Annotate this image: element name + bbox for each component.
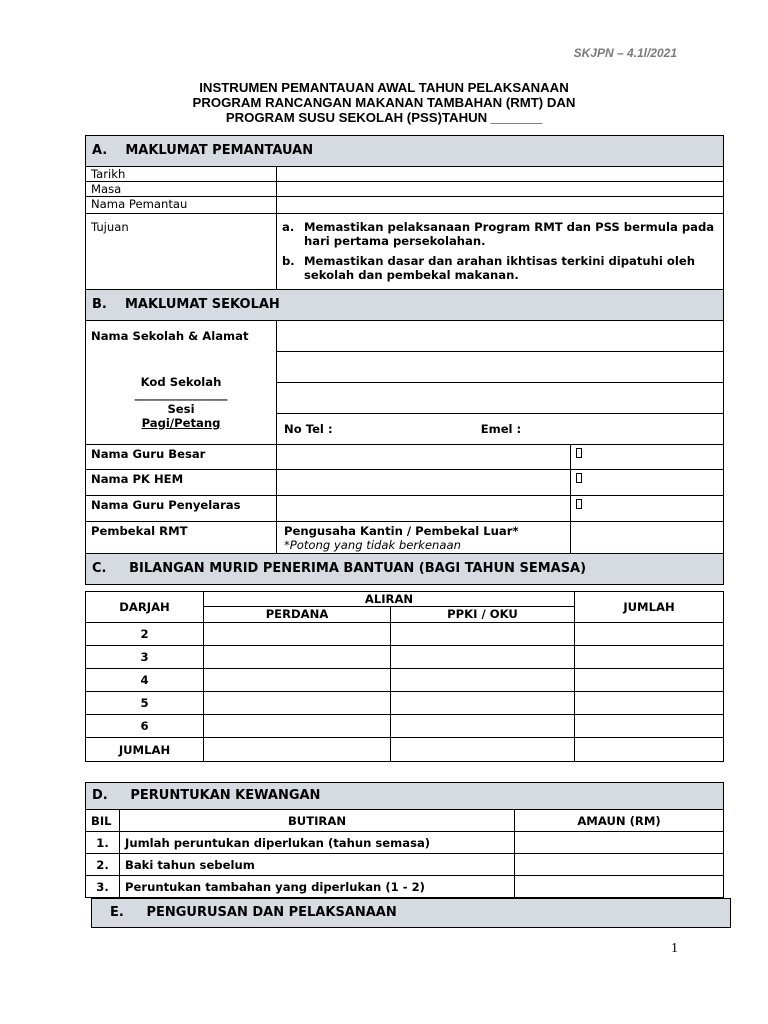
pemantau-row	[86, 197, 724, 214]
pk-hem-row	[86, 470, 724, 496]
alamat-field[interactable]	[277, 352, 724, 383]
pembekal-note: *Potong yang tidak berkenaan	[284, 538, 461, 552]
perdana-cell[interactable]	[204, 692, 391, 715]
title-line-2: PROGRAM RANCANGAN MAKANAN TAMBAHAN (RMT) DAN	[192, 95, 576, 110]
tujuan-text-a: Memastikan pelaksanaan Program RMT dan PSS bermula pada hari pertama persekolahan.	[304, 220, 715, 248]
kod-sekolah-field[interactable]	[277, 383, 724, 414]
section-b-header	[86, 290, 724, 321]
perdana-header: PERDANA	[204, 607, 391, 623]
table-row-total	[86, 738, 724, 762]
c-header-row-1	[86, 592, 724, 607]
perdana-cell[interactable]	[204, 646, 391, 669]
butiran-cell: Jumlah peruntukan diperlukan (tahun semasa)	[120, 832, 515, 854]
section-e-header	[92, 899, 731, 928]
nama-sekolah-field[interactable]	[277, 321, 724, 352]
table-row	[86, 876, 724, 898]
bil-header: BIL	[86, 810, 120, 832]
nama-sekolah-label: Nama Sekolah & Alamat	[91, 329, 249, 343]
penyelaras-label: Nama Guru Penyelaras	[86, 496, 277, 522]
masa-field[interactable]	[277, 182, 724, 197]
amaun-cell[interactable]	[515, 832, 724, 854]
label-divider: ________________	[134, 387, 228, 401]
tujuan-marker-b: b.	[282, 254, 295, 268]
checkbox-icon	[576, 499, 582, 509]
pk-hem-signature-cell[interactable]	[571, 470, 724, 496]
table-row	[86, 646, 724, 669]
perdana-cell[interactable]	[204, 669, 391, 692]
table-row	[86, 692, 724, 715]
nama-pemantau-field[interactable]	[277, 197, 724, 214]
perdana-cell[interactable]	[204, 738, 391, 762]
amaun-cell[interactable]	[515, 876, 724, 898]
penyelaras-row	[86, 496, 724, 522]
guru-besar-field[interactable]	[277, 445, 571, 470]
section-e-heading: E. PENGURUSAN DAN PELAKSANAAN	[92, 899, 731, 928]
pembekal-value-cell[interactable]	[277, 522, 571, 554]
guru-besar-label: Nama Guru Besar	[86, 445, 277, 470]
table-row	[86, 832, 724, 854]
section-ab-table	[85, 135, 724, 585]
jumlah-cell[interactable]	[575, 738, 724, 762]
penyelaras-signature-cell[interactable]	[571, 496, 724, 522]
section-b-heading: B. MAKLUMAT SEKOLAH	[86, 290, 724, 321]
no-tel-label: No Tel :	[284, 422, 333, 436]
ppki-cell[interactable]	[391, 646, 575, 669]
pk-hem-field[interactable]	[277, 470, 571, 496]
ppki-cell[interactable]	[391, 692, 575, 715]
darjah-cell: 5	[86, 692, 204, 715]
darjah-cell: 6	[86, 715, 204, 738]
table-row	[86, 669, 724, 692]
section-c-header	[86, 554, 724, 585]
emel-label: Emel :	[480, 422, 522, 436]
ppki-header: PPKI / OKU	[391, 607, 575, 623]
jumlah-cell[interactable]	[575, 646, 724, 669]
tujuan-item-a	[282, 220, 718, 248]
table-row	[86, 715, 724, 738]
jumlah-cell[interactable]	[575, 623, 724, 646]
penyelaras-field[interactable]	[277, 496, 571, 522]
section-c-heading: C. BILANGAN MURID PENERIMA BANTUAN (BAGI TAHUN SEMASA)	[86, 554, 724, 585]
darjah-cell: 3	[86, 646, 204, 669]
nama-pemantau-label: Nama Pemantau	[86, 197, 277, 214]
butiran-header: BUTIRAN	[120, 810, 515, 832]
section-a-heading: A. MAKLUMAT PEMANTAUAN	[86, 136, 724, 167]
section-d-table	[85, 782, 724, 898]
pembekal-value: Pengusaha Kantin / Pembekal Luar*	[284, 524, 519, 538]
checkbox-icon	[576, 448, 582, 458]
table-row	[86, 854, 724, 876]
section-c-table	[85, 591, 724, 762]
pembekal-row	[86, 522, 724, 554]
tujuan-list	[277, 214, 724, 290]
ppki-cell[interactable]	[391, 623, 575, 646]
sekolah-label-cell	[86, 321, 277, 445]
table-row	[86, 623, 724, 646]
masa-row	[86, 182, 724, 197]
document-code: SKJPN – 4.1l/2021	[573, 46, 677, 60]
butiran-cell: Baki tahun sebelum	[120, 854, 515, 876]
sesi-label: Sesi	[167, 402, 195, 416]
bil-cell: 1.	[86, 832, 120, 854]
masa-label: Masa	[86, 182, 277, 197]
title-line-1: INSTRUMEN PEMANTAUAN AWAL TAHUN PELAKSANAAN	[199, 80, 569, 95]
pagi-petang-label: Pagi/Petang	[141, 416, 221, 430]
pk-hem-label: Nama PK HEM	[86, 470, 277, 496]
kod-sekolah-label: Kod Sekolah	[140, 375, 222, 389]
section-d-header	[86, 783, 724, 810]
butiran-cell: Peruntukan tambahan yang diperlukan (1 - 2)	[120, 876, 515, 898]
darjah-cell: 2	[86, 623, 204, 646]
tarikh-label: Tarikh	[86, 167, 277, 182]
pembekal-label: Pembekal RMT	[86, 522, 277, 554]
tujuan-label: Tujuan	[86, 214, 277, 290]
section-e-table	[91, 898, 731, 928]
tarikh-row	[86, 167, 724, 182]
guru-besar-signature-cell[interactable]	[571, 445, 724, 470]
jumlah-cell[interactable]	[575, 715, 724, 738]
perdana-cell[interactable]	[204, 715, 391, 738]
document-title	[0, 80, 768, 125]
tarikh-field[interactable]	[277, 167, 724, 182]
darjah-cell: JUMLAH	[86, 738, 204, 762]
jumlah-cell[interactable]	[575, 669, 724, 692]
tujuan-marker-a: a.	[282, 220, 295, 234]
tujuan-text-b: Memastikan dasar dan arahan ikhtisas terkini dipatuhi oleh sekolah dan pembekal makanan.	[304, 254, 695, 282]
ppki-cell[interactable]	[391, 738, 575, 762]
title-line-3: PROGRAM SUSU SEKOLAH (PSS)TAHUN _______	[225, 110, 543, 125]
checkbox-icon	[576, 473, 582, 483]
jumlah-header: JUMLAH	[575, 592, 724, 623]
bil-cell: 3.	[86, 876, 120, 898]
ppki-cell[interactable]	[391, 715, 575, 738]
section-a-header	[86, 136, 724, 167]
guru-besar-row	[86, 445, 724, 470]
d-header-row	[86, 810, 724, 832]
ppki-cell[interactable]	[391, 669, 575, 692]
amaun-header: AMAUN (RM)	[515, 810, 724, 832]
amaun-cell[interactable]	[515, 854, 724, 876]
page-number: 1	[671, 941, 678, 956]
darjah-cell: 4	[86, 669, 204, 692]
tujuan-row	[86, 214, 724, 290]
section-d-heading: D. PERUNTUKAN KEWANGAN	[86, 783, 724, 810]
perdana-cell[interactable]	[204, 623, 391, 646]
pembekal-extra-field[interactable]	[571, 522, 724, 554]
aliran-header: ALIRAN	[204, 592, 575, 607]
darjah-header: DARJAH	[86, 592, 204, 623]
contact-field[interactable]	[277, 414, 724, 445]
sekolah-row-1	[86, 321, 724, 352]
bil-cell: 2.	[86, 854, 120, 876]
jumlah-cell[interactable]	[575, 692, 724, 715]
tujuan-item-b	[282, 254, 718, 282]
